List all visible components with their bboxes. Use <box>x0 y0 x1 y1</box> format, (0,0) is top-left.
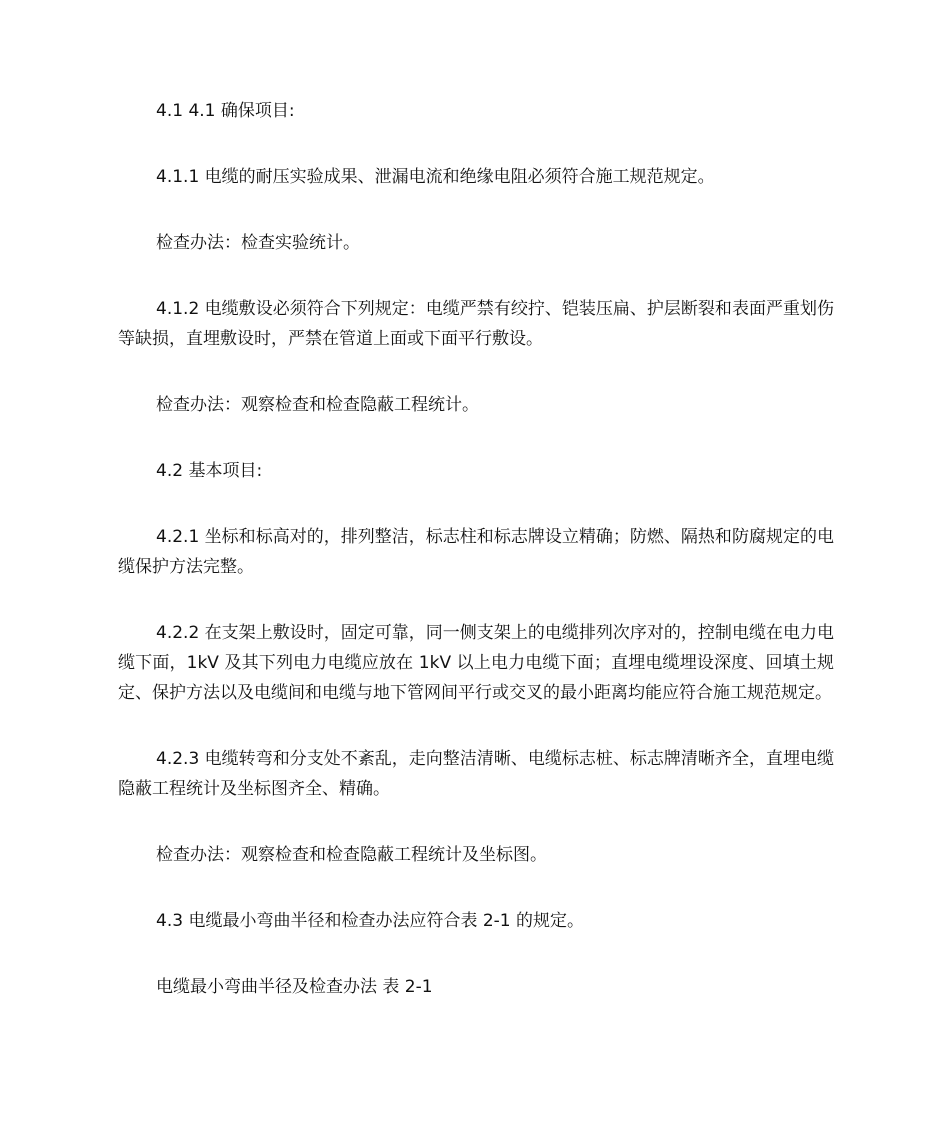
clause-4-2-1: 4.2.1 坐标和标高对的，排列整洁，标志柱和标志牌设立精确；防燃、隔热和防腐规定的电缆保护方法完整。 <box>118 527 834 577</box>
clause-4-2-2: 4.2.2 在支架上敷设时，固定可靠，同一侧支架上的电缆排列次序对的，控制电缆在电力电缆下面，1kV 及其下列电力电缆应放在 1kV 以上电力电缆下面；直埋电缆埋设深度、回填土规定、保护方法以及电缆间和电缆与地下管网间平行或交叉的最小距离均能应符合施工规范规定。 <box>118 623 834 703</box>
document-page <box>118 96 834 1038</box>
inspection-method-2: 检查办法：观察检查和检查隐蔽工程统计。 <box>156 395 479 415</box>
heading-4-1: 4.1 4.1 确保项目: <box>156 101 295 121</box>
table-caption: 电缆最小弯曲半径及检查办法 表 2-1 <box>156 977 433 997</box>
heading-4-2: 4.2 基本项目: <box>156 461 263 481</box>
clause-4-3: 4.3 电缆最小弯曲半径和检查办法应符合表 2-1 的规定。 <box>156 911 585 931</box>
inspection-method-3: 检查办法：观察检查和检查隐蔽工程统计及坐标图。 <box>156 845 547 865</box>
clause-4-1-1: 4.1.1 电缆的耐压实验成果、泄漏电流和绝缘电阻必须符合施工规范规定。 <box>156 167 715 187</box>
clause-4-1-2: 4.1.2 电缆敷设必须符合下列规定：电缆严禁有绞拧、铠装压扁、护层断裂和表面严重划伤等缺损，直埋敷设时，严禁在管道上面或下面平行敷设。 <box>118 299 834 349</box>
clause-4-2-3: 4.2.3 电缆转弯和分支处不紊乱，走向整洁清晰、电缆标志桩、标志牌清晰齐全，直埋电缆隐蔽工程统计及坐标图齐全、精确。 <box>118 749 834 799</box>
inspection-method-1: 检查办法：检查实验统计。 <box>156 233 360 253</box>
